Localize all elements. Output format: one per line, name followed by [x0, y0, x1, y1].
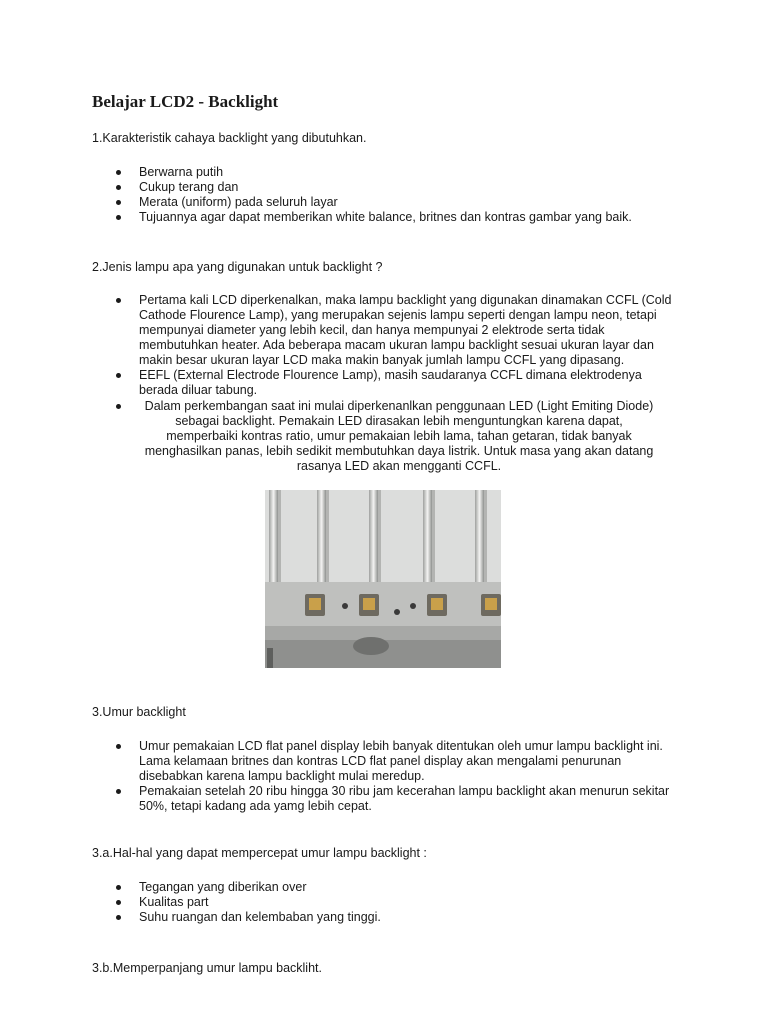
bullet-icon — [116, 885, 121, 890]
list-item: Berwarna putih — [0, 165, 679, 180]
bullet-icon — [116, 298, 121, 303]
bullet-icon — [116, 915, 121, 920]
bullet-icon — [116, 404, 121, 409]
bullet-icon — [116, 744, 121, 749]
section-1-list — [0, 165, 679, 225]
list-item: Merata (uniform) pada seluruh layar — [0, 195, 679, 210]
bullet-icon — [116, 373, 121, 378]
section-3b-heading: 3.b.Memperpanjang umur lampu backliht. — [92, 961, 322, 975]
list-item: EEFL (External Electrode Flourence Lamp), masih saudaranya CCFL dimana elektrodenya berada diluar tabung. — [0, 368, 679, 398]
section-1-heading: 1.Karakteristik cahaya backlight yang dibutuhkan. — [92, 131, 367, 145]
list-item: Tegangan yang diberikan over — [0, 880, 679, 895]
section-3-list — [0, 739, 679, 814]
bullet-icon — [116, 900, 121, 905]
bullet-icon — [116, 789, 121, 794]
list-item: Tujuannya agar dapat memberikan white balance, britnes dan kontras gambar yang baik. — [0, 210, 679, 225]
page-title: Belajar LCD2 - Backlight — [92, 92, 279, 111]
section-3a-heading: 3.a.Hal-hal yang dapat mempercepat umur lampu backlight : — [92, 846, 427, 860]
section-2-list — [0, 293, 679, 398]
bullet-icon — [116, 215, 121, 220]
list-item: Pertama kali LCD diperkenalkan, maka lampu backlight yang digunakan dinamakan CCFL (Cold Cathode Flourence Lamp), yang merupakan sejenis lampu seperti dengan lampu neon, tetapi mempunyai diameter yang lebih kecil, dan hanya mempunyai 2 elektrode serta tidak membutuhkan heater. Ada beberapa macam ukuran lampu backlight sesuai ukuran layar dan makin besar ukuran layar LCD maka makin banyak jumlah lampu CCFL yang dipasang. — [0, 293, 679, 368]
section-3a-list — [0, 880, 679, 925]
list-item: Dalam perkembangan saat ini mulai diperkenanlkan penggunaan LED (Light Emiting Diode) sebagai backlight. Pemakain LED dirasakan lebih menguntungkan karena dapat, memperbaiki kontras ratio, umur pemakaian lebih lama, tahan getaran, tidak banyak menghasilkan panas, lebih sedikit membutuhkan daya listrik. Untuk masa yang akan datang rasanya LED akan mengganti CCFL. — [0, 399, 659, 474]
list-item: Suhu ruangan dan kelembaban yang tinggi. — [0, 910, 679, 925]
section-2-list-continued — [0, 399, 659, 474]
bullet-icon — [116, 185, 121, 190]
list-item: Cukup terang dan — [0, 180, 679, 195]
list-item: Kualitas part — [0, 895, 679, 910]
list-item: Pemakaian setelah 20 ribu hingga 30 ribu jam kecerahan lampu backlight akan menurun sekitar 50%, tetapi kadang ada yamg lebih cepat. — [0, 784, 679, 814]
bullet-icon — [116, 170, 121, 175]
list-item: Umur pemakaian LCD flat panel display lebih banyak ditentukan oleh umur lampu backlight ini. Lama kelamaan britnes dan kontras LCD flat panel display akan mengalami penurunan disebabkan karena lampu backlight mulai meredup. — [0, 739, 679, 784]
bullet-icon — [116, 200, 121, 205]
section-2-heading: 2.Jenis lampu apa yang digunakan untuk backlight ? — [92, 260, 383, 274]
section-3-heading: 3.Umur backlight — [92, 705, 186, 719]
backlight-lamps-photo — [265, 490, 501, 668]
